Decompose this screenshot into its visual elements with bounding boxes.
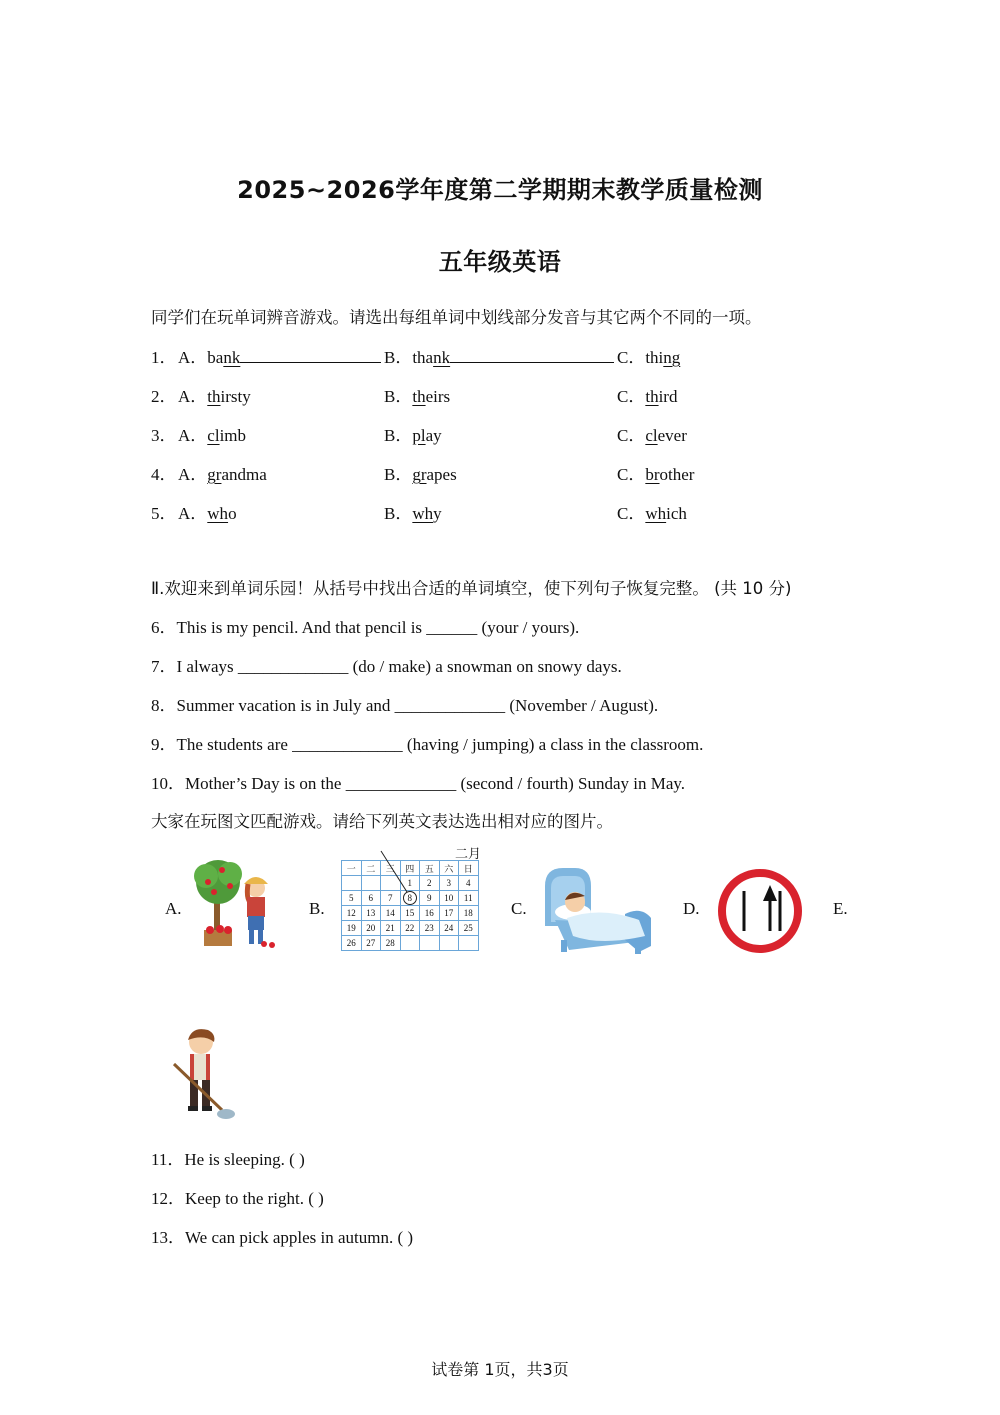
option-c [617,343,680,368]
option-c-suffix: ird [658,387,678,406]
calendar-day: 23 [420,921,440,936]
calendar-day: 9 [420,891,440,906]
calendar-day: 5 [342,891,362,906]
option-a-suffix: o [228,504,237,523]
calendar-arrow-icon [341,843,483,955]
calendar-day: 24 [439,921,459,936]
option-c [617,499,687,524]
option-a-suffix: imb [219,426,247,445]
calendar-day: 18 [459,906,479,921]
option-b-suffix: eirs [425,387,451,406]
calendar-day: 13 [361,906,381,921]
calendar-day: 6 [361,891,381,906]
option-b-suffix: ay [425,426,442,445]
option-c [617,382,677,407]
option-b-underlined: pl [412,426,426,445]
option-c [617,460,694,485]
picture-label-c: C. [511,899,527,918]
option-a [178,499,237,524]
option-b-suffix: apes [426,465,457,484]
boy-shoveling-picture [164,1026,240,1122]
option-a [178,460,267,485]
calendar-weekday: 六 [439,861,459,876]
question-9: 9．The students are _____________ (having / jumping) a class in the classroom. [151,735,704,754]
section2-instruction: Ⅱ.欢迎来到单词乐园！从括号中找出合适的单词填空，使下列句子恢复完整。 (共 10 分) [151,579,792,598]
option-b-underlined: wh [412,504,434,523]
calendar-day: 21 [381,921,401,936]
calendar-day: 20 [361,921,381,936]
section1-instruction: 同学们在玩单词辨音游戏。请选出每组单词中划线部分发音与其它两个不同的一项。 [151,308,762,327]
question-number: 1． [151,348,177,367]
calendar-day: 14 [381,906,401,921]
option-c-prefix: C． [617,504,646,523]
option-b [384,421,442,446]
option-c-prefix: C． [617,426,646,445]
option-b [384,343,614,368]
calendar-day: 8 [400,891,420,906]
option-b [384,499,442,524]
option-c-underlined: wh [645,504,667,523]
calendar-day: 17 [439,906,459,921]
option-a-underlined: nk [223,348,241,367]
option-a-suffix: andma [221,465,267,484]
option-c-suffix: ever [657,426,687,445]
calendar-weekday: 四 [400,861,420,876]
calendar-day: 25 [459,921,479,936]
option-a [178,343,381,368]
calendar-weekday: 五 [420,861,440,876]
option-b [384,382,450,407]
option-b-suffix: y [433,504,442,523]
option-a-suffix: irsty [220,387,251,406]
sleeping-boy-picture [541,866,655,956]
question-12: 12．Keep to the right. ( ) [151,1189,324,1208]
option-a-underlined: th [207,387,221,406]
answer-blank [450,348,614,363]
option-b-prefix: B．tha [384,348,434,367]
calendar-day: 10 [439,891,459,906]
option-a-prefix: A． [178,387,208,406]
option-b [384,460,457,485]
calendar-day: 19 [342,921,362,936]
option-c-underlined: cl [645,426,658,445]
option-a-prefix: A． [178,465,208,484]
calendar-day: 15 [400,906,420,921]
option-c-underlined: th [645,387,659,406]
picture-label-b: B. [309,899,325,918]
calendar-day: 16 [420,906,440,921]
calendar-day: 12 [342,906,362,921]
picture-label-a: A. [165,899,182,918]
option-c-prefix: C． [617,387,646,406]
option-b-underlined: nk [433,348,451,367]
calendar-day: 4 [459,876,479,891]
calendar-day: 22 [400,921,420,936]
option-b-prefix: B． [384,426,413,445]
option-a-prefix: A．ba [178,348,224,367]
exam-subtitle: 五年级英语 [438,248,562,276]
option-c-underlined: ng [663,348,681,367]
option-a [178,382,251,407]
option-c-prefix: C．thi [617,348,664,367]
option-b-underlined: gr [412,465,427,484]
keep-right-sign-icon [716,867,804,955]
option-a-underlined: wh [207,504,229,523]
calendar-weekday: 二 [361,861,381,876]
calendar-day: 7 [381,891,401,906]
option-a-prefix: A． [178,504,208,523]
question-11: 11．He is sleeping. ( ) [151,1150,305,1169]
calendar-day: 2 [420,876,440,891]
question-number: 5． [151,504,177,523]
option-b-prefix: B． [384,387,413,406]
option-c-suffix: other [659,465,695,484]
picture-label-e: E. [833,899,848,918]
question-10: 10．Mother’s Day is on the _____________ (second / fourth) Sunday in May. [151,774,686,793]
calendar-picture [341,843,483,955]
option-a-underlined: gr [207,465,222,484]
section3-instruction: 大家在玩图文匹配游戏。请给下列英文表达选出相对应的图片。 [151,812,613,831]
option-a [178,421,246,446]
question-6: 6．This is my pencil. And that pencil is ______ (your / yours). [151,618,580,637]
calendar-weekday: 日 [459,861,479,876]
picture-label-d: D. [683,899,700,918]
option-b-underlined: th [412,387,426,406]
exam-title: 2025~2026学年度第二学期期末教学质量检测 [237,176,763,204]
option-c-prefix: C． [617,465,646,484]
question-7: 7．I always _____________ (do / make) a snowman on snowy days. [151,657,622,676]
question-8: 8．Summer vacation is in July and _____________ (November / August). [151,696,659,715]
option-b-prefix: B． [384,504,413,523]
calendar-day: 3 [439,876,459,891]
option-c [617,421,687,446]
calendar-day: 1 [400,876,420,891]
question-13: 13．We can pick apples in autumn. ( ) [151,1228,414,1247]
apple-picking-picture [194,852,280,952]
calendar-day: 28 [381,936,401,951]
option-a-underlined: cl [207,426,220,445]
question-number: 3． [151,426,177,445]
calendar-month: 二月 [454,847,481,862]
option-a-prefix: A． [178,426,208,445]
question-number: 4． [151,465,177,484]
answer-blank [240,348,381,363]
calendar-day: 11 [459,891,479,906]
question-number: 2． [151,387,177,406]
calendar-weekday: 一 [342,861,362,876]
option-c-underlined: br [645,465,660,484]
page-footer: 试卷第 1页，共3页 [431,1360,569,1379]
option-c-suffix: ich [666,504,687,523]
option-b-prefix: B． [384,465,413,484]
calendar-weekday: 三 [381,861,401,876]
calendar-day: 27 [361,936,381,951]
calendar-day: 26 [342,936,362,951]
